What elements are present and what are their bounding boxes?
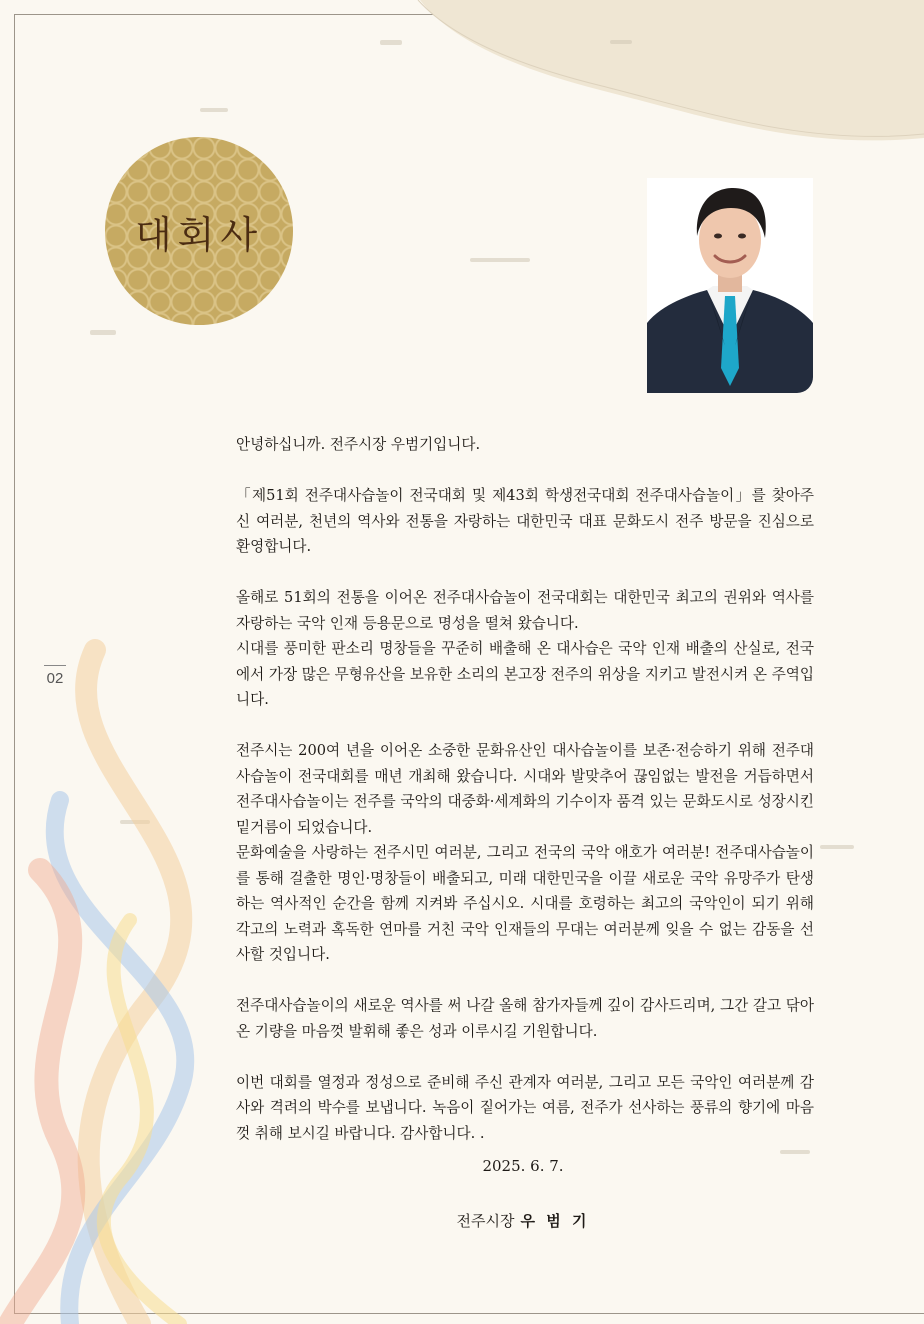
heritage-paragraph: 시대를 풍미한 판소리 명창들을 꾸준히 배출해 온 대사습은 국악 인재 배출의 산실로, 전국에서 가장 많은 무형유산을 보유한 소리의 본고장 전주의 위상을 지키고 발전시켜 온 주역입니다. bbox=[236, 640, 814, 708]
greeting-paragraph: 안녕하십니까. 전주시장 우범기입니다. bbox=[236, 436, 481, 453]
signature-title: 전주시장 bbox=[456, 1212, 515, 1230]
signature bbox=[0, 1210, 924, 1231]
paper-fiber bbox=[90, 330, 116, 335]
paper-fiber bbox=[820, 845, 854, 849]
page-number: 02 bbox=[44, 665, 66, 687]
history-paragraph: 올해로 51회의 전통을 이어온 전주대사습놀이 전국대회는 대한민국 최고의 권위와 역사를 자랑하는 국악 인재 등용문으로 명성을 떨쳐 왔습니다. bbox=[236, 589, 814, 632]
citizens-paragraph: 문화예술을 사랑하는 전주시민 여러분, 그리고 전국의 국악 애호가 여러분! 전주대사습놀이를 통해 걸출한 명인·명창들이 배출되고, 미래 대한민국을 이끌 새로운 국악 유망주가 탄생하는 역사적인 순간을 함께 지켜봐 주십시오. 시대를 호령하는 최고의 국악인이 되기 위해 각고의 노력과 혹독한 연마를 거친 국악 인재들의 무대는 여러분께 잊을 수 없는 감동을 선사할 것입니다. bbox=[236, 844, 814, 963]
signature-name: 우 범 기 bbox=[520, 1212, 590, 1230]
paper-fiber bbox=[470, 258, 530, 262]
page-title: 대회사 bbox=[134, 212, 264, 257]
portrait-photo bbox=[647, 178, 813, 393]
paper-fiber bbox=[200, 108, 228, 112]
paper-fiber bbox=[610, 40, 632, 44]
closing-paragraph: 이번 대회를 열정과 정성으로 준비해 주신 관계자 여러분, 그리고 모든 국악인 여러분께 감사와 격려의 박수를 보냅니다. 녹음이 짙어가는 여름, 전주가 선사하는 풍류의 향기에 마음껏 취해 보시길 바랍니다. 감사합니다. . bbox=[236, 1073, 814, 1142]
welcome-paragraph: 「제51회 전주대사습놀이 전국대회 및 제43회 학생전국대회 전주대사습놀이」를 찾아주신 여러분, 천년의 역사와 전통을 자랑하는 대한민국 대표 문화도시 전주 방문을 진심으로 환영합니다. bbox=[236, 487, 814, 555]
paper-fiber bbox=[380, 40, 402, 45]
participants-paragraph: 전주대사습놀이의 새로운 역사를 써 나갈 올해 참가자들께 깊이 감사드리며, 그간 갈고 닦아온 기량을 마음껏 발휘해 좋은 성과 이루시길 기원합니다. bbox=[236, 997, 814, 1040]
top-wave-decoration bbox=[0, 0, 924, 170]
letter-body bbox=[236, 432, 814, 1172]
letter-date: 2025. 6. 7. bbox=[482, 1157, 564, 1175]
portrait-photo-icon bbox=[647, 178, 813, 393]
tradition-paragraph: 전주시는 200여 년을 이어온 소중한 문화유산인 대사습놀이를 보존·전승하기 위해 전주대사습놀이 전국대회를 매년 개최해 왔습니다. 시대와 발맞추어 끊임없는 발전을 거듭하면서 전주대사습놀이는 전주를 국악의 대중화·세계화의 기수이자 품격 있는 문화도시로 성장시킨 밑거름이 되었습니다. bbox=[236, 742, 814, 836]
title-badge bbox=[105, 137, 293, 325]
